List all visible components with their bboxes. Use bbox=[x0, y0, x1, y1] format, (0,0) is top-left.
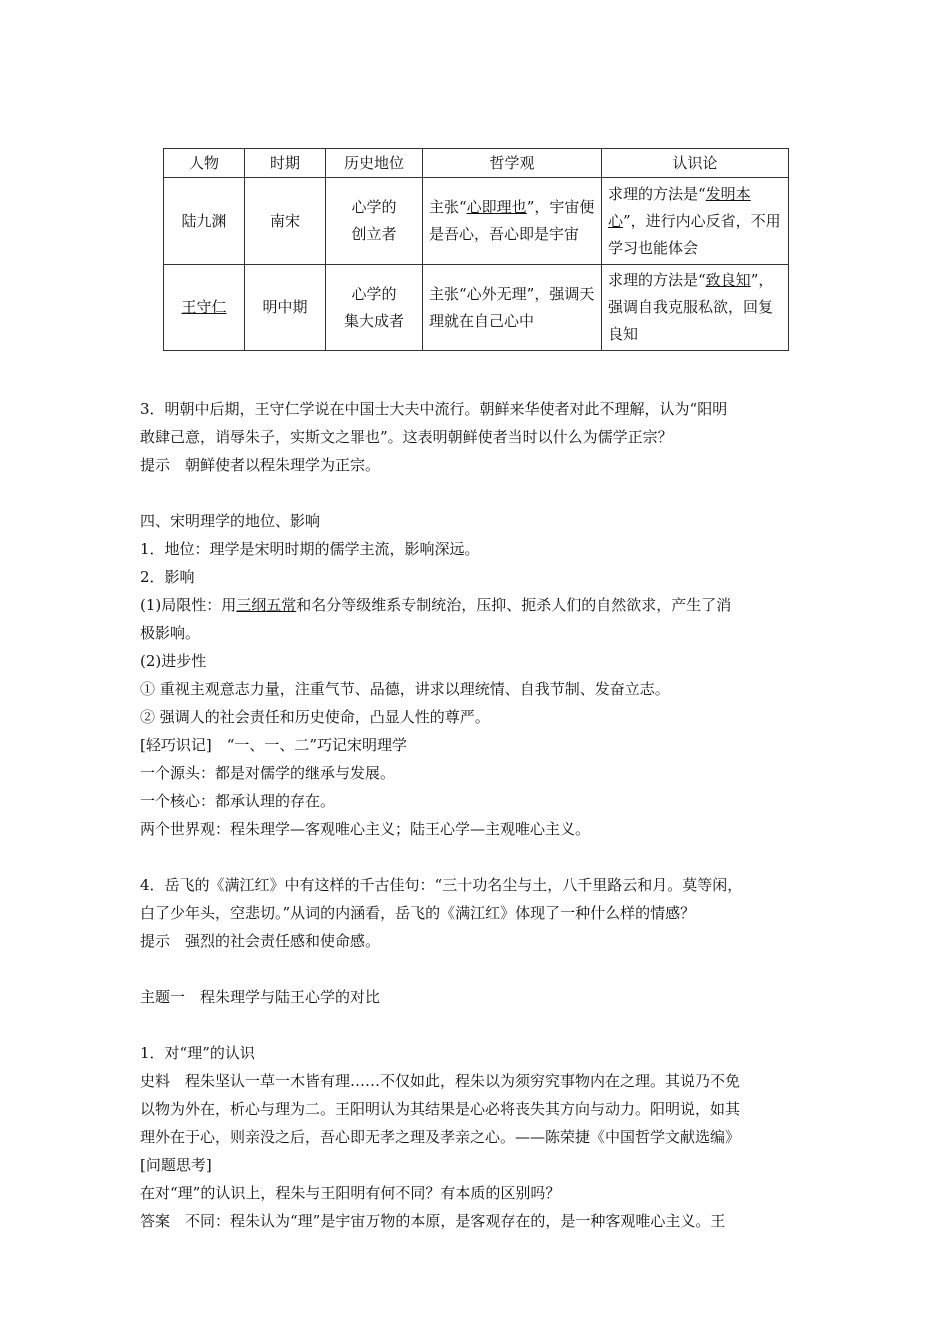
status-line: 集大成者 bbox=[343, 311, 404, 330]
epistemology-text: ”，强调自我克服私欲，回复良知 bbox=[608, 271, 774, 343]
comparison-table bbox=[163, 148, 789, 351]
source-line: 以物为外在，析心与理为二。王阳明认为其结果是心必将丧失其方向与动力。阳明说，如其 bbox=[140, 1100, 741, 1118]
header-epistemology: 认识论 bbox=[602, 149, 789, 178]
epistemology-text: ”，进行内心反省，不用学习也能体会 bbox=[608, 211, 781, 257]
question-4-hint: 提示 强烈的社会责任感和使命感。 bbox=[140, 932, 381, 950]
influence-heading: 2．影响 bbox=[140, 568, 195, 586]
limitation-text: 和名分等级维系专制统治，压抑、扼杀人们的自然欲求，产生了消 bbox=[296, 596, 732, 614]
status-line: 心学的 bbox=[351, 198, 397, 216]
header-philosophy: 哲学观 bbox=[423, 149, 602, 178]
header-person: 人物 bbox=[164, 149, 245, 178]
header-period: 时期 bbox=[245, 149, 326, 178]
status-line: 心学的 bbox=[351, 284, 397, 303]
epistemology-key-term: 发明本心 bbox=[608, 184, 751, 230]
epistemology-text: 求理的方法是“ bbox=[608, 184, 706, 203]
question-4-line: 白了少年头，空悲切。”从词的内涵看，岳飞的《满江红》体现了一种什么样的情感？ bbox=[140, 904, 696, 922]
cell-philosophy bbox=[423, 178, 602, 265]
header-status: 历史地位 bbox=[326, 149, 423, 178]
philosophy-text: 主张“心外无理”，强调天理就在自己心中 bbox=[429, 284, 595, 330]
cell-person bbox=[164, 265, 245, 351]
limitation-line bbox=[140, 591, 820, 619]
memory-tip-item: 一个源头：都是对儒学的继承与发展。 bbox=[140, 764, 396, 782]
cell-person: 陆九渊 bbox=[164, 178, 245, 265]
cell-epistemology bbox=[602, 178, 789, 265]
limitation-text: (1)局限性：用 bbox=[140, 596, 237, 614]
progress-item: ② 强调人的社会责任和历史使命，凸显人性的尊严。 bbox=[140, 708, 490, 726]
topic-1-subtitle: 1．对“理”的认识 bbox=[140, 1044, 255, 1062]
cell-period: 南宋 bbox=[245, 178, 326, 265]
thinking-question: 在对“理”的认识上，程朱与王阳明有何不同？有本质的区别吗？ bbox=[140, 1184, 561, 1202]
philosophy-text: 主张“ bbox=[429, 198, 467, 216]
table-header-row bbox=[164, 149, 789, 178]
limitation-line: 极影响。 bbox=[140, 624, 201, 642]
section-4-title: 四、宋明理学的地位、影响 bbox=[140, 512, 321, 530]
topic-1-title: 主题一 程朱理学与陆王心学的对比 bbox=[140, 988, 381, 1006]
answer-line: 答案 不同：程朱认为“理”是宇宙万物的本原，是客观存在的，是一种客观唯心主义。王 bbox=[140, 1212, 726, 1230]
epistemology-text: 求理的方法是“ bbox=[608, 271, 706, 289]
source-line: 理外在于心，则亲没之后，吾心即无孝之理及孝亲之心。——陈荣捷《中国哲学文献选编》 bbox=[140, 1128, 741, 1146]
document-body bbox=[140, 395, 820, 1235]
comparison-table-wrap bbox=[163, 148, 789, 351]
cell-period: 明中期 bbox=[245, 265, 326, 351]
limitation-key-term: 三纲五常 bbox=[236, 596, 297, 614]
person-name: 王守仁 bbox=[181, 298, 227, 316]
status-line: 创立者 bbox=[351, 225, 397, 243]
progress-heading: (2)进步性 bbox=[140, 652, 207, 670]
question-3-hint: 提示 朝鲜使者以程朱理学为正宗。 bbox=[140, 456, 381, 474]
question-4-line: 4．岳飞的《满江红》中有这样的千古佳句：“三十功名尘与土，八千里路云和月。莫等闲， bbox=[140, 876, 743, 894]
source-line: 史料 程朱坚认一草一木皆有理……不仅如此，程朱以为须穷究事物内在之理。其说乃不免 bbox=[140, 1072, 741, 1090]
table-row bbox=[164, 265, 789, 351]
question-3-line: 3．明朝中后期，王守仁学说在中国士大夫中流行。朝鲜来华使者对此不理解，认为“阳明 bbox=[140, 400, 728, 418]
cell-philosophy bbox=[423, 265, 602, 351]
progress-item: ① 重视主观意志力量，注重气节、品德，讲求以理统情、自我节制、发奋立志。 bbox=[140, 680, 670, 698]
memory-tip-title: [轻巧识记] “一、一、二”巧记宋明理学 bbox=[140, 736, 408, 754]
thinking-title: [问题思考] bbox=[140, 1156, 212, 1174]
question-3-line: 敢肆己意，诮辱朱子，实斯文之罪也”。这表明朝鲜使者当时以什么为儒学正宗？ bbox=[140, 428, 673, 446]
cell-epistemology bbox=[602, 265, 789, 351]
cell-status bbox=[326, 265, 423, 351]
memory-tip-item: 两个世界观：程朱理学—客观唯心主义；陆王心学—主观唯心主义。 bbox=[140, 820, 591, 838]
cell-status bbox=[326, 178, 423, 265]
status-point: 1．地位：理学是宋明时期的儒学主流，影响深远。 bbox=[140, 540, 480, 558]
table-row bbox=[164, 178, 789, 265]
memory-tip-item: 一个核心：都承认理的存在。 bbox=[140, 792, 336, 810]
philosophy-text: ”，宇宙便是吾心，吾心即是宇宙 bbox=[429, 198, 595, 243]
philosophy-key-term: 心即理也 bbox=[466, 198, 527, 216]
epistemology-key-term: 致良知 bbox=[705, 271, 751, 289]
